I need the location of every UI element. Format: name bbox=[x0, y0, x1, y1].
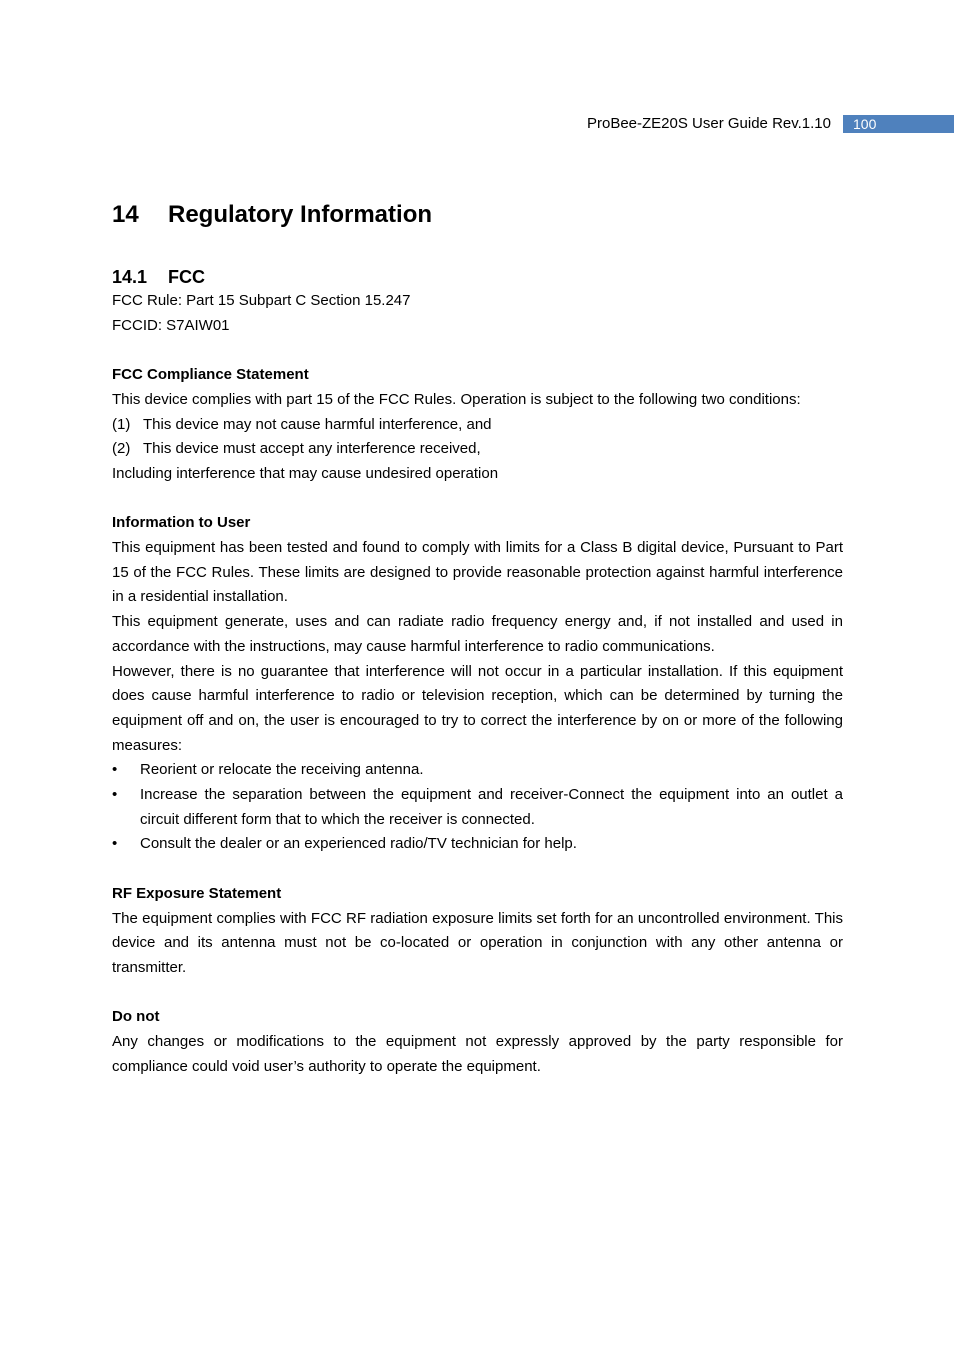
condition-text: This device may not cause harmful interference, and bbox=[143, 415, 492, 433]
condition-number: (1) bbox=[112, 415, 131, 433]
bullet-icon: • bbox=[112, 786, 118, 804]
rf-heading: RF Exposure Statement bbox=[112, 884, 282, 902]
page-number: 100 bbox=[843, 115, 954, 133]
rf-text: The equipment complies with FCC RF radiation exposure limits set forth for an uncontrolled environment. This device and its antenna must not be co-located or operation in conjunction with any other antenna or transmitter. bbox=[112, 909, 843, 976]
list-item-text: Increase the separation between the equipment and receiver-Connect the equipment into an outlet a circuit different form that to which the receiver is connected. bbox=[140, 786, 843, 828]
info-user-heading: Information to User bbox=[112, 514, 251, 532]
donot-heading: Do not bbox=[112, 1008, 160, 1026]
compliance-heading: FCC Compliance Statement bbox=[112, 366, 309, 384]
document-title: ProBee-ZE20S User Guide Rev.1.10 bbox=[586, 115, 831, 132]
chapter-heading bbox=[112, 199, 432, 231]
list-item bbox=[112, 783, 843, 832]
info-user-paragraph: This equipment has been tested and found to comply with limits for a Class B digital device, Pursuant to Part 15 of the FCC Rules. These limits are designed to provide reasonable protection against harmful interference in a residential installation. bbox=[112, 539, 843, 606]
fcc-id: FCCID: S7AIW01 bbox=[112, 316, 230, 334]
list-item-text: Consult the dealer or an experienced radio/TV technician for help. bbox=[140, 835, 577, 853]
fcc-rule: FCC Rule: Part 15 Subpart C Section 15.247 bbox=[112, 292, 411, 309]
condition-number: (2) bbox=[112, 440, 131, 458]
info-user-paragraph: However, there is no guarantee that interference will not occur in a particular installation. If this equipment does cause harmful interference to radio or television reception, which can be determined by turning the equipment off and on, the user is encouraged to try to correct the interference by on or more of the following measures: bbox=[112, 662, 843, 754]
list-item bbox=[112, 832, 843, 857]
section-heading bbox=[112, 264, 205, 290]
section-number: 14.1 bbox=[112, 267, 148, 287]
section-title: FCC bbox=[168, 267, 205, 287]
list-item bbox=[112, 758, 843, 783]
donot-text: Any changes or modifications to the equipment not expressly approved by the party responsible for compliance could void user’s authority to operate the equipment. bbox=[112, 1033, 843, 1075]
condition-item bbox=[112, 413, 843, 438]
page-header bbox=[0, 114, 954, 134]
chapter-number: 14 bbox=[112, 201, 139, 228]
bullet-icon: • bbox=[112, 835, 118, 853]
condition-text: This device must accept any interference received, bbox=[143, 440, 481, 458]
chapter-title: Regulatory Information bbox=[168, 201, 433, 228]
condition-item bbox=[112, 437, 843, 462]
section-body bbox=[112, 289, 843, 1079]
compliance-intro: This device complies with part 15 of the FCC Rules. Operation is subject to the following two conditions: bbox=[112, 390, 801, 408]
bullet-icon: • bbox=[112, 761, 118, 779]
measures-list bbox=[112, 758, 843, 857]
list-item-text: Reorient or relocate the receiving antenna. bbox=[140, 761, 424, 779]
info-user-paragraph: This equipment generate, uses and can radiate radio frequency energy and, if not installed and used in accordance with the instructions, may cause harmful interference to radio communications. bbox=[112, 613, 843, 655]
compliance-outro: Including interference that may cause undesired operation bbox=[112, 464, 499, 482]
